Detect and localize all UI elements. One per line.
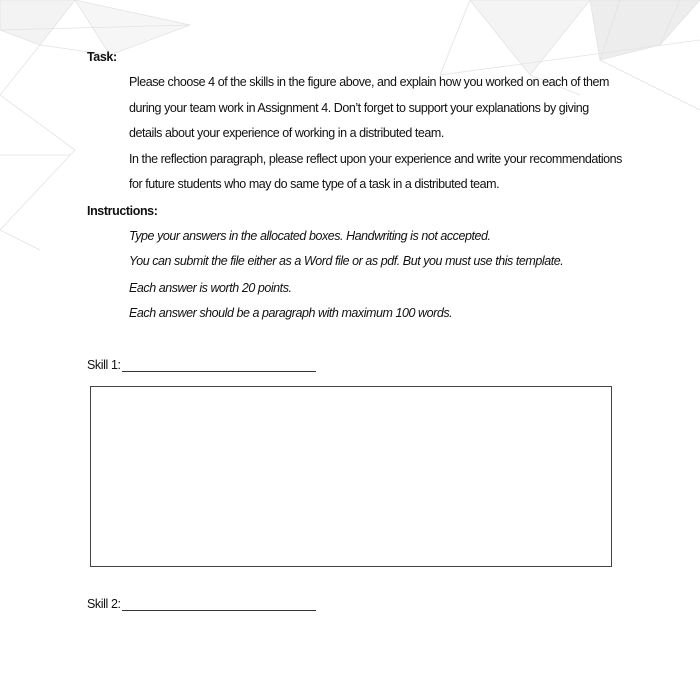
instruction-line-3: Each answer is worth 20 points.: [129, 281, 292, 295]
skill-2-label: Skill 2:: [87, 597, 121, 611]
instructions-heading: Instructions:: [87, 204, 158, 218]
task-line-4: In the reflection paragraph, please reflect upon your experience and write your recommendations: [129, 152, 622, 166]
task-line-2: during your team work in Assignment 4. Don’t forget to support your explanations by giving: [129, 101, 589, 115]
skill-1-label: Skill 1:: [87, 358, 121, 372]
task-line-1: Please choose 4 of the skills in the figure above, and explain how you worked on each of them: [129, 75, 610, 89]
task-line-3: details about your experience of working in a distributed team.: [129, 126, 444, 140]
task-heading: Task:: [87, 50, 117, 64]
skill-1-name-blank[interactable]: [122, 371, 316, 372]
instruction-line-4: Each answer should be a paragraph with maximum 100 words.: [129, 306, 453, 320]
task-line-5: for future students who may do same type of a task in a distributed team.: [129, 177, 500, 191]
instruction-line-2: You can submit the file either as a Word file or as pdf. But you must use this template.: [129, 254, 564, 268]
instruction-line-1: Type your answers in the allocated boxes. Handwriting is not accepted.: [129, 229, 491, 243]
skill-2-name-blank[interactable]: [122, 610, 316, 611]
skill-1-answer-box[interactable]: [90, 386, 612, 567]
